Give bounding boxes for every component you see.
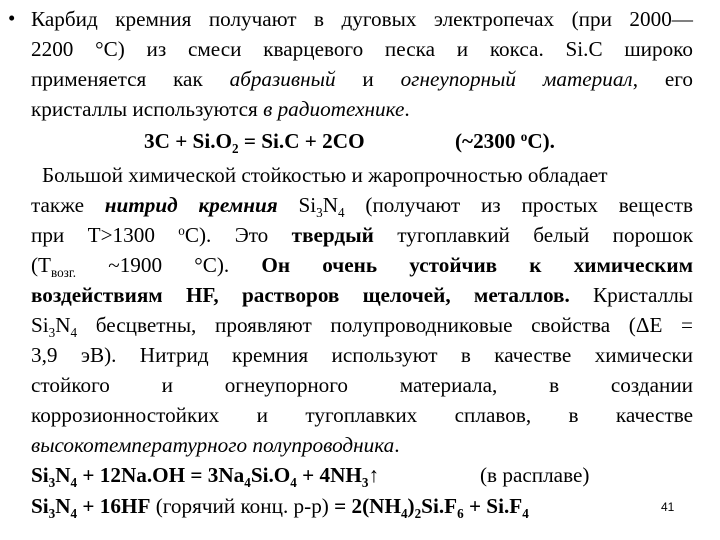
text-span: .	[394, 433, 400, 457]
text-span: + 4NH	[296, 463, 362, 487]
subscript: 4	[244, 474, 251, 490]
text-span: (в расплаве)	[480, 463, 590, 487]
italic-term-refractory: огнеупорный материал	[400, 67, 633, 91]
text-span: Большой химической стойкостью и жаропрочностью обладает	[42, 163, 608, 187]
subscript: 2	[414, 505, 422, 521]
equation-nitride-condition	[480, 462, 589, 488]
text-span: (~2300	[455, 129, 521, 153]
equation-nitride-naoh	[31, 462, 379, 488]
equation-sic-synthesis	[144, 128, 365, 154]
subscript: 3	[361, 474, 369, 490]
text-span: Si	[277, 193, 317, 217]
subscript: возг.	[51, 264, 77, 280]
subscript: 4	[400, 505, 408, 521]
text-span: 2200 °С) из смеси кварцевого песка и кокса. Si.C широко	[31, 37, 693, 61]
paragraph-2-line-8	[31, 372, 693, 398]
paragraph-2-line-1	[42, 162, 608, 188]
text-span: Si.F	[421, 494, 458, 518]
subscript: 4	[290, 474, 297, 490]
subscript: 4	[70, 324, 78, 340]
equation-sic-temperature	[455, 128, 555, 154]
text-span: применяется как	[31, 67, 230, 91]
paragraph-2-line-2	[31, 192, 693, 218]
paragraph-2-line-7	[31, 342, 693, 368]
text-span: кристаллы используются	[31, 97, 264, 121]
bold-term-hard: твердый	[291, 223, 374, 247]
text-span: Si	[31, 313, 49, 337]
text-span: N	[55, 463, 71, 487]
italic-term-radio: в радиотехнике	[263, 97, 405, 121]
text-span: при Т>1300	[31, 223, 179, 247]
text-span: (горячий конц. р-р)	[150, 494, 335, 518]
text-span: и	[335, 67, 401, 91]
text-span: Si.O	[250, 463, 291, 487]
paragraph-2-line-10	[31, 432, 399, 458]
italic-term-abrasive: абразивный	[229, 67, 336, 91]
superscript: о	[178, 222, 185, 238]
paragraph-1-line-3	[31, 66, 693, 92]
text-span: + 12Na.OH = 3Na	[77, 463, 245, 487]
paragraph-1-line-1	[31, 6, 693, 32]
subscript: 4	[70, 474, 78, 490]
subscript: 6	[457, 505, 464, 521]
bold-italic-term-silicon-nitride: нитрид кремния	[104, 193, 278, 217]
text-span: тугоплавкий белый порошок	[373, 223, 694, 247]
paragraph-2-line-6	[31, 312, 693, 338]
text-span: N	[55, 494, 71, 518]
text-span: (получают из простых веществ	[344, 193, 694, 217]
superscript: о	[520, 128, 528, 144]
subscript: 4	[70, 505, 78, 521]
text-span: Si	[31, 463, 49, 487]
text-span: ~1900 °С).	[76, 253, 262, 277]
bold-statement-stable: Он очень устойчив к химическим	[261, 253, 693, 277]
text-span: N	[322, 193, 339, 217]
text-span: С). Это	[184, 223, 292, 247]
text-span: также	[31, 193, 105, 217]
text-span: N	[55, 313, 71, 337]
italic-term-semiconductor: высокотемпературного полупроводника	[31, 433, 395, 457]
subscript: 4	[338, 204, 345, 220]
text-span: = Si.C + 2CO	[238, 129, 365, 153]
text-span: стойкого и огнеупорного материала, в создании	[31, 373, 693, 397]
text-span: бесцветны, проявляют полупроводниковые свойства (ΔЕ =	[77, 313, 693, 337]
text-span: Кристаллы	[569, 283, 694, 307]
text-span: + Si.F	[463, 494, 523, 518]
text-span: Карбид кремния получают в дуговых электропечах (при 2000—	[31, 7, 693, 31]
paragraph-2-line-9	[31, 402, 693, 428]
bullet-marker: •	[8, 6, 16, 30]
text-span: Si	[31, 494, 49, 518]
text-span: коррозионностойких и тугоплавких сплавов, в качестве	[31, 403, 693, 427]
bold-statement-resistance: воздействиям HF, растворов щелочей, металлов.	[31, 283, 570, 307]
paragraph-1-line-4	[31, 96, 410, 122]
paragraph-1-line-2	[31, 36, 693, 62]
subscript: 3	[316, 204, 323, 220]
text-span: С).	[527, 129, 555, 153]
text-span: , его	[632, 67, 693, 91]
paragraph-2-line-5	[31, 282, 693, 308]
text-span: (Т	[31, 253, 51, 277]
text-span: 3,9 эВ). Нитрид кремния используют в качестве химически	[31, 343, 693, 367]
subscript: 3	[48, 324, 56, 340]
arrow-up-icon: ↑	[368, 463, 380, 487]
subscript: 4	[522, 505, 529, 521]
subscript: 3	[48, 474, 56, 490]
text-span: = 2(NH	[334, 494, 401, 518]
subscript: 3	[48, 505, 56, 521]
paragraph-2-line-4	[31, 252, 693, 278]
paragraph-2-line-3	[31, 222, 693, 248]
subscript: 2	[232, 140, 239, 156]
text-span: 3C + Si.O	[144, 129, 233, 153]
text-span: )	[407, 494, 415, 518]
text-span: .	[404, 97, 410, 121]
text-span: + 16HF	[77, 494, 151, 518]
equation-nitride-hf	[31, 493, 529, 519]
page-number: 41	[661, 500, 675, 514]
